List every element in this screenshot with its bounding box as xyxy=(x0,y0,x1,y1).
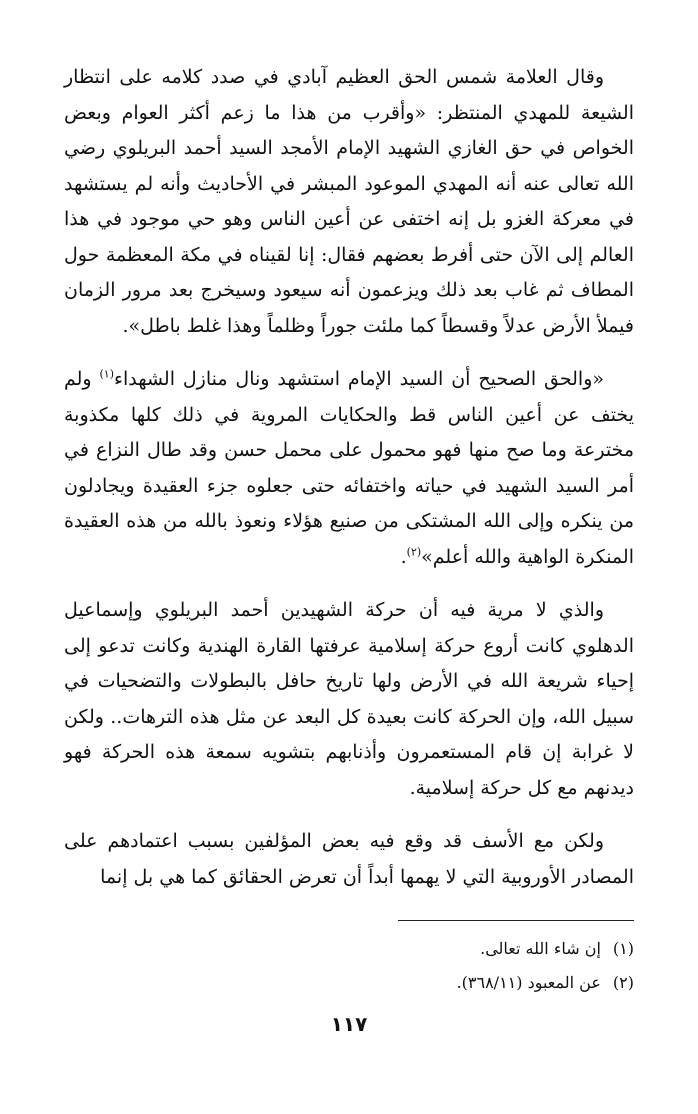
paragraph-3: والذي لا مرية فيه أن حركة الشهيدين أحمد البريلوي وإسماعيل الدهلوي كانت أروع حركة إسلامية عرفتها القارة الهندية وكانت تدعو إلى إحياء شريعة الله في الأرض ولها تاريخ حافل بالبطولات والتضحيات في سبيل الله، وإن الحركة كانت بعيدة كل البعد عن مثل هذه الترهات.. ولكن لا غرابة إن قام المستعمرون وأذنابهم بتشويه سمعة هذه الحركة فهو ديدنهم مع كل حركة إسلامية. xyxy=(64,599,634,799)
footnote-1-number: (١) xyxy=(612,939,634,958)
paragraph-4: ولكن مع الأسف قد وقع فيه بعض المؤلفين بسبب اعتمادهم على المصادر الأوروبية التي لا يهمها أبداً أن تعرض الحقائق كما هي بل إنما xyxy=(64,830,634,888)
footnote-marker-1: (١) xyxy=(99,367,115,381)
footnotes xyxy=(64,932,634,1000)
paragraph-2-end: . xyxy=(400,545,407,568)
paragraph-2-part-2: ولم يختف عن أعين الناس قط والحكايات المروية في ذلك كلها مكذوبة مخترعة وما صح منها فهو محمول على محمل حسن وقد طال النزاع في أمر السيد الشهيد في حياته واختفائه حتى جعلوه جزء العقيدة ويجادلون من ينكره وإلى الله المشتكى من صنيع هؤلاء ونعوذ بالله من هذه العقيدة المنكرة الواهية والله أعلم» xyxy=(64,368,634,568)
page-number: ١١٧ xyxy=(330,1012,368,1036)
footnote-separator xyxy=(398,920,634,921)
footnote-2 xyxy=(64,966,634,1000)
paragraph-2 xyxy=(64,362,634,575)
footnote-2-number: (٢) xyxy=(612,973,634,992)
footnote-1 xyxy=(64,932,634,966)
paragraph-1: وقال العلامة شمس الحق العظيم آبادي في صدد كلامه على انتظار الشيعة للمهدي المنتظر: «وأقرب من هذا ما زعم أكثر العوام وبعض الخواص في حق الغازي الشهيد الإمام الأمجد السيد أحمد البريلوي رضي الله تعالى عنه أنه المهدي الموعود المبشر في الأحاديث وأنه لم يستشهد في معركة الغزو بل إنه اختفى عن أعين الناس وهو حي موجود في هذا العالم إلى الآن حتى أفرط بعضهم فقال: إنا لقيناه في مكة المعظمة حول المطاف ثم غاب بعد ذلك ويزعمون أنه سيعود وسيخرج بعد مرور الزمان فيملأ الأرض عدلاً وقسطاً كما ملئت جوراً وظلماً وهذا غلط باطل». xyxy=(64,66,634,337)
footnote-marker-2: (٢) xyxy=(406,545,422,559)
paragraph-2-part-1: «والحق الصحيح أن السيد الإمام استشهد ونال منازل الشهداء xyxy=(114,368,604,390)
footnote-2-text: عن المعبود (٣٦٨/١١). xyxy=(456,973,601,992)
footnote-1-text: إن شاء الله تعالى. xyxy=(480,939,601,958)
main-text xyxy=(64,60,634,913)
